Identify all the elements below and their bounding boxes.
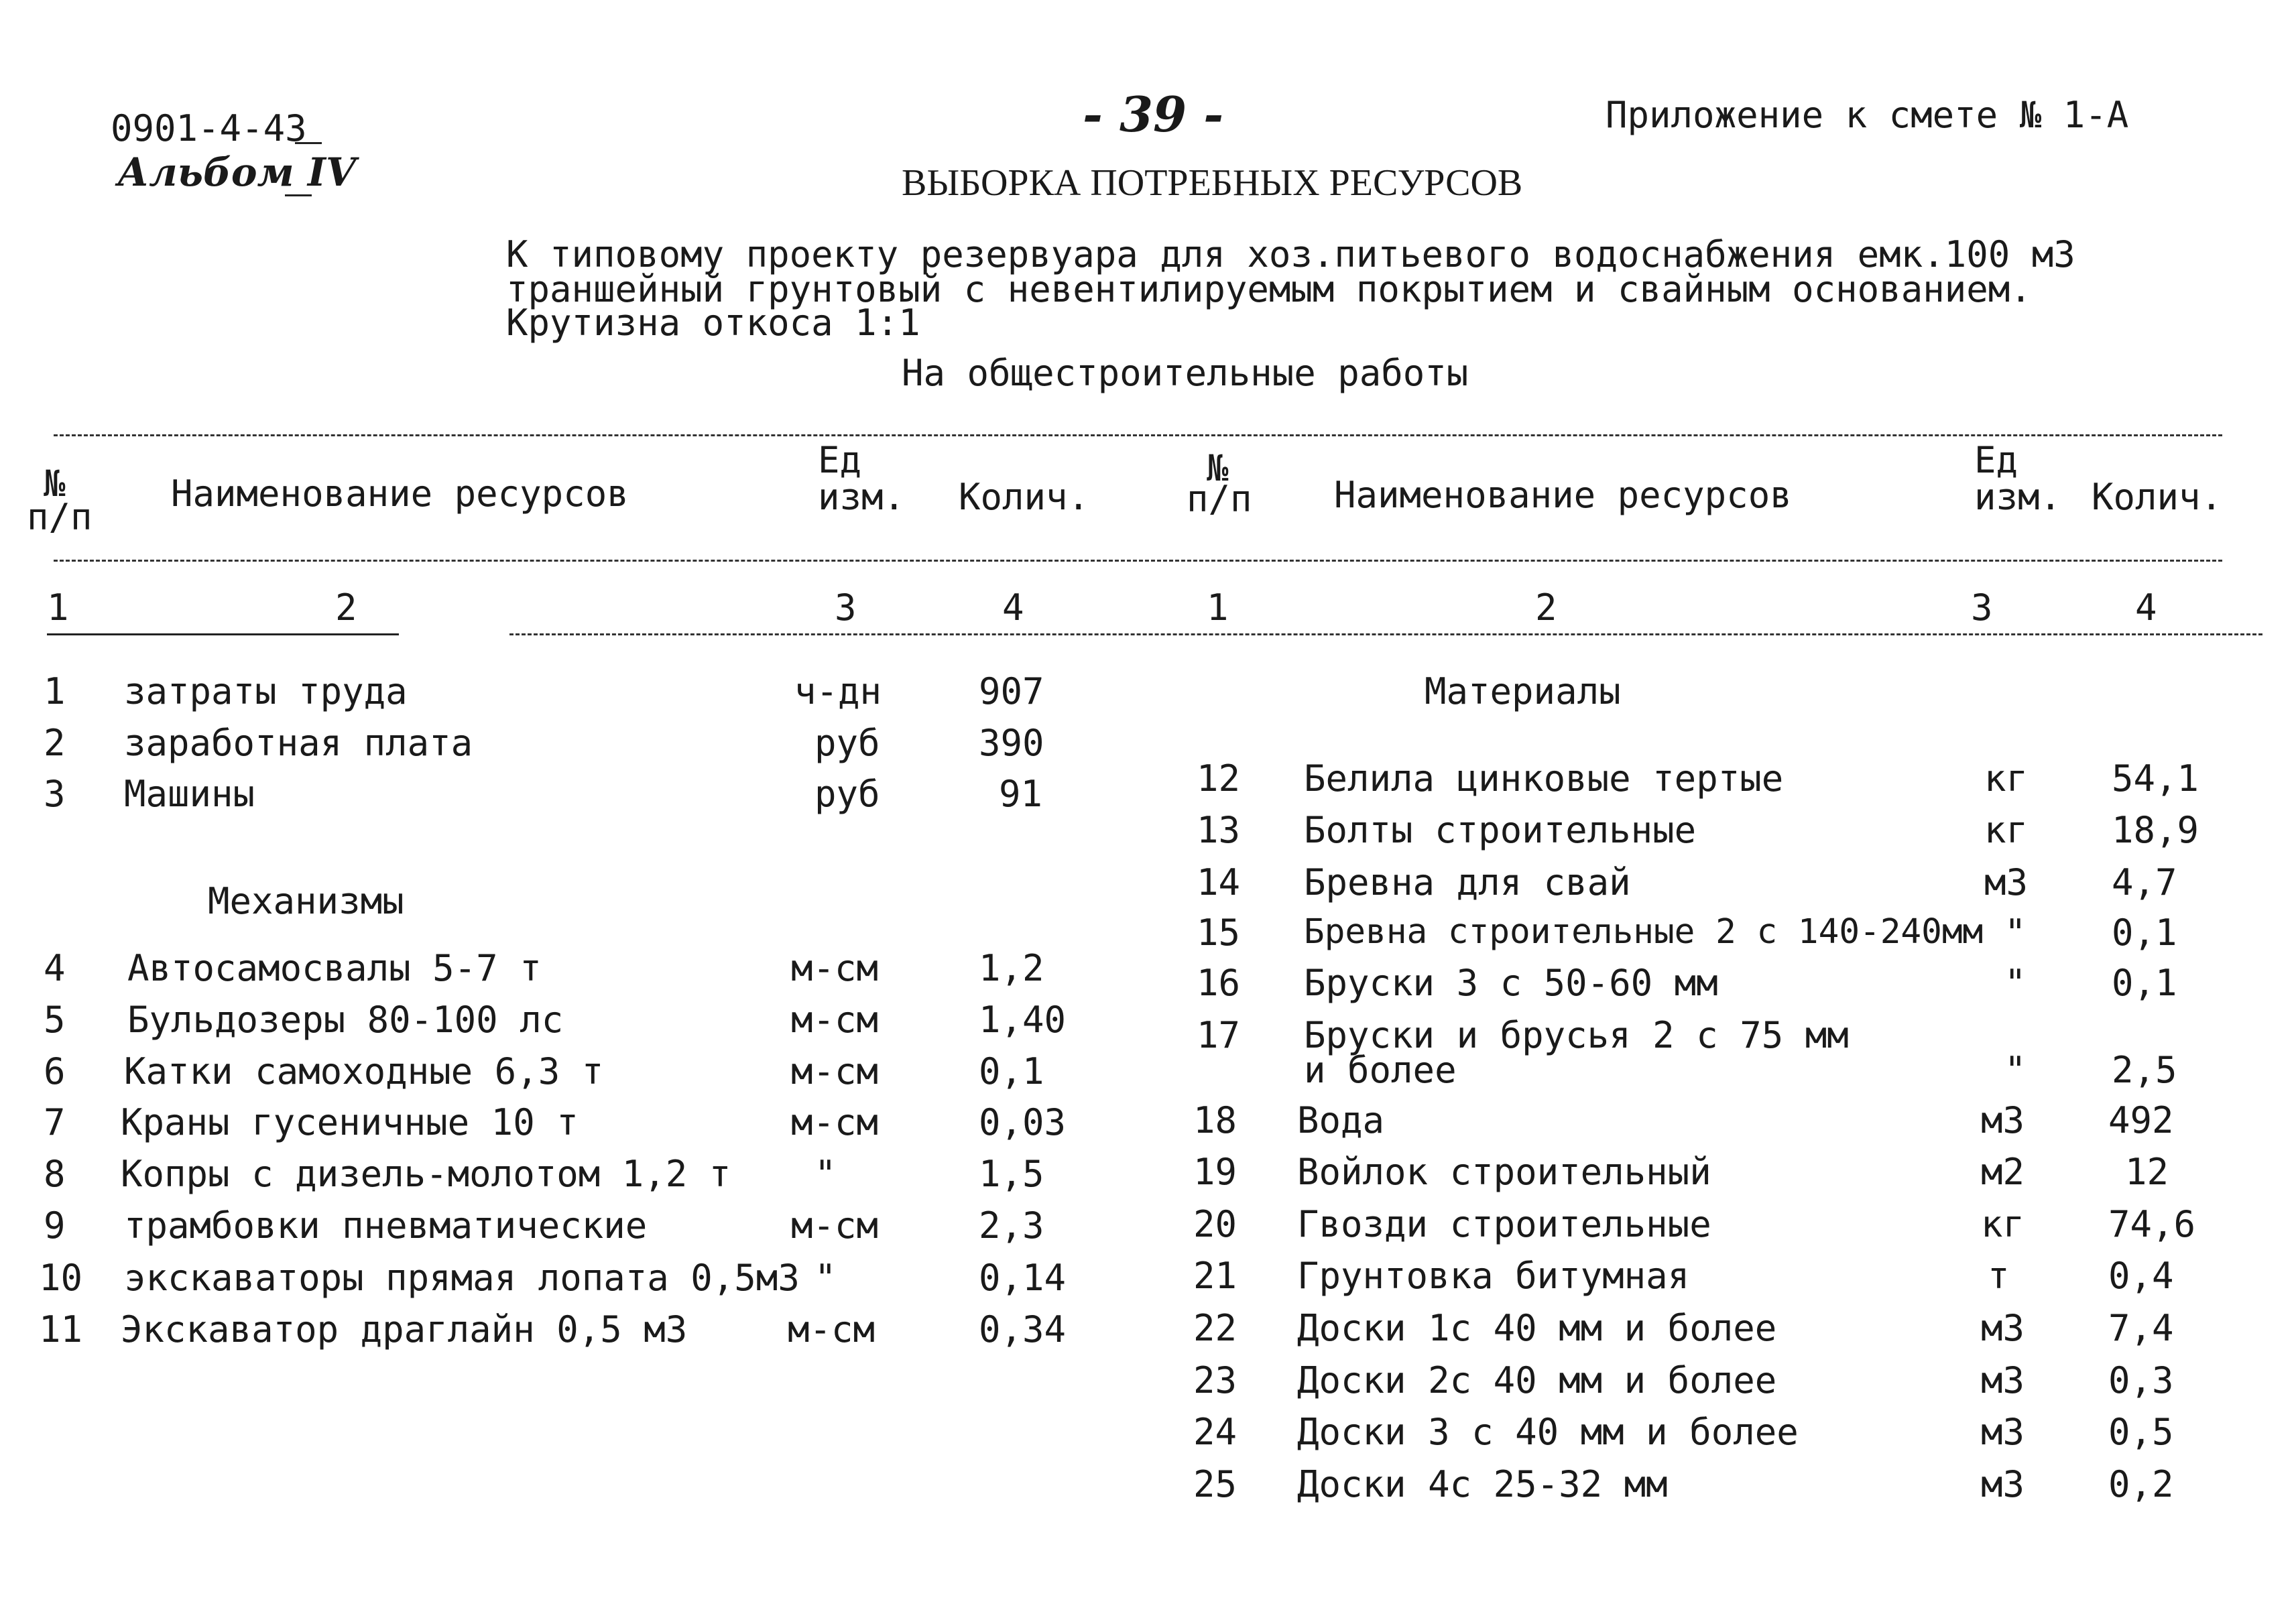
row-17-qty: 2,5: [2112, 1049, 2177, 1091]
group-title-materials: Материалы: [1425, 670, 1621, 712]
row-6-num: 6: [44, 1050, 66, 1092]
code-underline: [295, 142, 322, 144]
row-18-num: 18: [1193, 1099, 1237, 1141]
row-8-qty: 1,5: [979, 1153, 1044, 1195]
row-1-unit: ч-дн: [794, 670, 882, 712]
row-7-qty: 0,03: [979, 1101, 1067, 1143]
subtitle-line-2: траншейный грунтовый с невентилируемым покрытием и свайным основанием.: [506, 268, 2032, 310]
row-11-unit: м-см: [788, 1308, 875, 1351]
row-17-name: Бруски и брусья 2 с 75 мм: [1304, 1014, 1849, 1056]
subtitle-line-3: Крутизна откоса 1:1: [506, 302, 920, 344]
row-16-num: 16: [1197, 962, 1241, 1004]
row-16-unit: ": [2004, 962, 2027, 1004]
row-25-name: Доски 4с 25-32 мм: [1297, 1463, 1668, 1505]
row-25-qty: 0,2: [2108, 1463, 2174, 1505]
row-2-qty: 390: [979, 722, 1044, 764]
row-3-num: 3: [44, 773, 66, 815]
col-number-3-left: 3: [835, 586, 857, 629]
col-number-rule-a: [47, 633, 399, 635]
header-qty-right: Колич.: [2092, 476, 2223, 518]
row-23-name: Доски 2с 40 мм и более: [1297, 1359, 1777, 1401]
album-label: Альбом IV: [117, 149, 356, 195]
col-number-2-right: 2: [1535, 586, 1557, 629]
row-24-num: 24: [1193, 1411, 1237, 1453]
row-22-qty: 7,4: [2108, 1307, 2174, 1349]
row-8-name: Копры с дизель-молотом 1,2 т: [121, 1153, 731, 1195]
row-3-name: Машины: [124, 773, 255, 815]
row-17-name-cont: и более: [1304, 1049, 1457, 1091]
row-14-num: 14: [1197, 861, 1241, 903]
row-15-name: Бревна строительные 2 с 140-240мм: [1304, 912, 1984, 952]
row-9-name: трамбовки пневматические: [124, 1204, 648, 1247]
row-21-qty: 0,4: [2108, 1255, 2174, 1297]
row-15-qty: 0,1: [2112, 912, 2177, 954]
row-17-num: 17: [1197, 1014, 1241, 1056]
row-20-num: 20: [1193, 1203, 1237, 1245]
row-2-name: заработная плата: [124, 722, 473, 764]
row-15-unit: ": [2004, 912, 2027, 954]
section-title: На общестроительные работы: [902, 352, 1469, 394]
row-9-qty: 2,3: [979, 1204, 1044, 1247]
row-7-num: 7: [44, 1101, 66, 1143]
header-unit-izm-left: изм.: [818, 476, 906, 518]
row-4-num: 4: [44, 947, 66, 989]
row-19-qty: 12: [2125, 1151, 2169, 1193]
row-15-num: 15: [1197, 912, 1241, 954]
document-code: 0901-4-43: [111, 107, 307, 149]
row-3-qty: 91: [999, 773, 1043, 815]
header-qty-left: Колич.: [959, 476, 1090, 518]
row-25-unit: м3: [1981, 1463, 2025, 1505]
col-number-2-left: 2: [335, 586, 357, 629]
row-16-qty: 0,1: [2112, 962, 2177, 1004]
col-number-1-left: 1: [47, 586, 69, 629]
row-23-qty: 0,3: [2108, 1359, 2174, 1401]
row-13-name: Болты строительные: [1304, 809, 1697, 851]
col-number-1-right: 1: [1207, 586, 1229, 629]
row-24-name: Доски 3 с 40 мм и более: [1297, 1411, 1799, 1453]
row-5-name: Бульдозеры 80-100 лс: [127, 999, 564, 1041]
row-2-unit: руб: [814, 722, 880, 764]
row-2-num: 2: [44, 722, 66, 764]
appendix-label: Приложение к смете № 1-А: [1606, 94, 2129, 136]
row-10-num: 10: [39, 1257, 83, 1299]
row-19-unit: м2: [1981, 1151, 2025, 1193]
row-5-qty: 1,40: [979, 999, 1067, 1041]
row-4-unit: м-см: [791, 947, 879, 989]
row-23-num: 23: [1193, 1359, 1237, 1401]
row-5-unit: м-см: [791, 999, 879, 1041]
col-number-4-right: 4: [2135, 586, 2157, 629]
row-12-num: 12: [1197, 757, 1241, 800]
row-22-unit: м3: [1981, 1307, 2025, 1349]
row-25-num: 25: [1193, 1463, 1237, 1505]
row-10-qty: 0,14: [979, 1257, 1067, 1299]
row-22-num: 22: [1193, 1307, 1237, 1349]
row-4-qty: 1,2: [979, 947, 1044, 989]
col-number-4-left: 4: [1002, 586, 1024, 629]
subtitle-line-1: К типовому проекту резервуара для хоз.питьевого водоснабжения емк.100 м3: [506, 233, 2075, 275]
row-21-num: 21: [1193, 1255, 1237, 1297]
row-16-name: Бруски 3 с 50-60 мм: [1304, 962, 1718, 1004]
row-13-qty: 18,9: [2112, 809, 2199, 851]
row-20-qty: 74,6: [2108, 1203, 2196, 1245]
row-24-qty: 0,5: [2108, 1411, 2174, 1453]
row-11-qty: 0,34: [979, 1308, 1067, 1351]
header-name-right: Наименование ресурсов: [1334, 474, 1792, 516]
row-11-num: 11: [39, 1308, 83, 1351]
header-unit-ed-left: Ед: [818, 439, 862, 481]
header-num-pp-right: п/п: [1187, 478, 1252, 520]
row-7-unit: м-см: [791, 1101, 879, 1143]
row-23-unit: м3: [1981, 1359, 2025, 1401]
group-title-mechanisms: Механизмы: [208, 880, 404, 922]
row-20-name: Гвозди строительные: [1297, 1203, 1711, 1245]
row-11-name: Экскаватор драглайн 0,5 м3: [121, 1308, 688, 1351]
header-num-pp-left: п/п: [27, 496, 93, 538]
row-6-name: Катки самоходные 6,3 т: [124, 1050, 604, 1092]
row-10-unit: ": [814, 1257, 837, 1299]
header-name-left: Наименование ресурсов: [171, 473, 629, 515]
row-1-qty: 907: [979, 670, 1044, 712]
document-title: ВЫБОРКА ПОТРЕБНЫХ РЕСУРСОВ: [902, 162, 1523, 204]
row-8-unit: ": [814, 1153, 837, 1195]
row-14-qty: 4,7: [2112, 861, 2177, 903]
page-number: - 39 -: [1083, 86, 1224, 143]
col-number-3-right: 3: [1971, 586, 1993, 629]
row-12-name: Белила цинковые тертые: [1304, 757, 1784, 800]
header-num-sign-right: №: [1207, 447, 1229, 489]
row-14-name: Бревна для свай: [1304, 861, 1631, 903]
table-top-rule: [54, 434, 2222, 436]
header-num-sign-left: №: [44, 462, 66, 505]
row-18-unit: м3: [1981, 1099, 2025, 1141]
row-22-name: Доски 1с 40 мм и более: [1297, 1307, 1777, 1349]
row-9-num: 9: [44, 1204, 66, 1247]
row-3-unit: руб: [814, 773, 880, 815]
header-unit-izm-right: изм.: [1974, 476, 2062, 518]
row-18-qty: 492: [2108, 1099, 2174, 1141]
row-13-num: 13: [1197, 809, 1241, 851]
row-12-qty: 54,1: [2112, 757, 2199, 800]
row-10-name: экскаваторы прямая лопата 0,5м3: [124, 1257, 800, 1299]
row-17-unit: ": [2004, 1049, 2027, 1091]
row-14-unit: м3: [1984, 861, 2029, 903]
row-6-unit: м-см: [791, 1050, 879, 1092]
row-9-unit: м-см: [791, 1204, 879, 1247]
row-21-name: Грунтовка битумная: [1297, 1255, 1690, 1297]
row-1-name: затраты труда: [124, 670, 408, 712]
row-18-name: Вода: [1297, 1099, 1385, 1141]
album-underline: [285, 194, 312, 196]
row-13-unit: кг: [1984, 809, 2029, 851]
row-8-num: 8: [44, 1153, 66, 1195]
header-bottom-rule: [54, 560, 2222, 562]
col-number-rule-b: [509, 633, 2262, 635]
header-unit-ed-right: Ед: [1974, 439, 2018, 481]
row-4-name: Автосамосвалы 5-7 т: [127, 947, 542, 989]
row-19-name: Войлок строительный: [1297, 1151, 1711, 1193]
row-6-qty: 0,1: [979, 1050, 1044, 1092]
row-20-unit: кг: [1981, 1203, 2025, 1245]
row-19-num: 19: [1193, 1151, 1237, 1193]
row-1-num: 1: [44, 670, 66, 712]
row-5-num: 5: [44, 999, 66, 1041]
row-12-unit: кг: [1984, 757, 2029, 800]
row-7-name: Краны гусеничные 10 т: [121, 1101, 579, 1143]
row-21-unit: т: [1988, 1255, 2010, 1297]
row-24-unit: м3: [1981, 1411, 2025, 1453]
